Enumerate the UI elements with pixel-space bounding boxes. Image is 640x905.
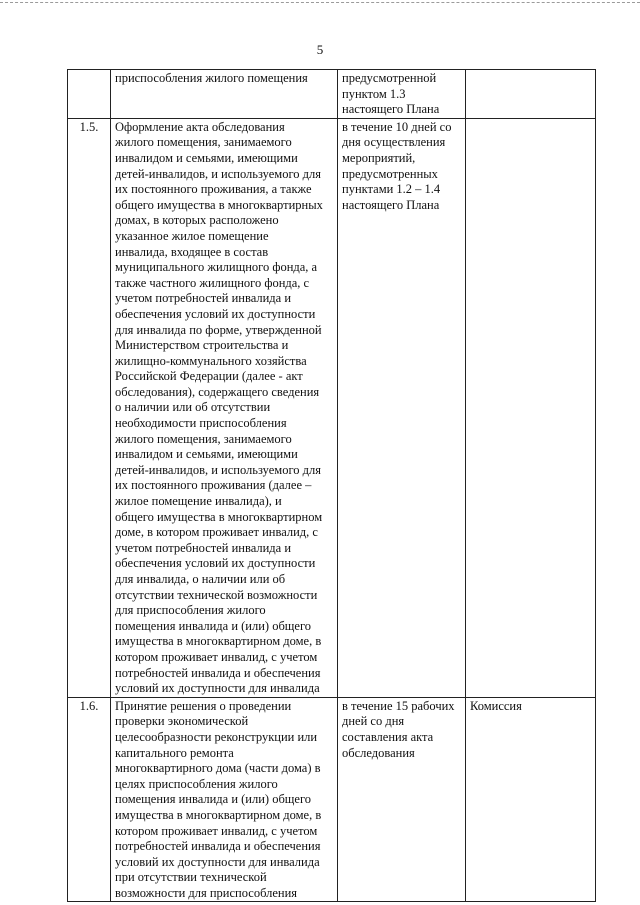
plan-table [67, 69, 596, 902]
text-line: общего имущества в многоквартирных [115, 197, 323, 212]
text-line: для инвалида, о наличии или об [115, 572, 286, 586]
text-line: Принятие решения о проведении [115, 698, 292, 713]
text-line: дней со дня [342, 714, 405, 729]
text-line: при отсутствии технической [115, 870, 267, 885]
text-line: в течение 10 дней со [342, 119, 452, 134]
text-line: домах, в которых расположено [115, 213, 279, 228]
text-line: для приспособления жилого [115, 603, 266, 618]
text-line: целях приспособления жилого [115, 776, 278, 791]
text-line: жилищно-коммунального хозяйства [115, 353, 307, 368]
text-line: их постоянного проживания, а также [115, 182, 312, 197]
text-line: условий их доступности для инвалида [115, 681, 320, 696]
row-responsible [466, 118, 596, 697]
text-line: Министерством строительства и [115, 338, 289, 353]
text-line: отсутствии технической возможности [115, 587, 318, 602]
text-line: помещения инвалида и (или) общего [115, 618, 312, 633]
top-scan-border [0, 2, 640, 3]
table-row [68, 118, 596, 697]
text-line: Российской Федерации (далее - акт [115, 369, 303, 384]
text-line: инвалидом и семьями, имеющими [115, 447, 298, 462]
text-line: условий их доступности для инвалида [115, 854, 320, 869]
text-line: инвалида, входящее в состав [115, 244, 269, 259]
row-description [111, 118, 338, 697]
text-line: предусмотренных [342, 166, 438, 181]
text-line: составления акта [342, 729, 434, 744]
text-line: обеспечения условий их доступности [115, 556, 316, 571]
text-line: в течение 15 рабочих [342, 698, 455, 713]
row-responsible: Комиссия [466, 697, 596, 902]
text-line: жилого помещения, занимаемого [115, 431, 292, 446]
text-line: капитального ремонта [115, 745, 234, 760]
table-row [68, 70, 596, 119]
text-line: жилого помещения, занимаемого [115, 135, 292, 150]
text-line: дня осуществления [342, 135, 446, 150]
text-line: имущества в многоквартирном доме, в [115, 807, 322, 822]
text-line: котором проживает инвалид, с учетом [115, 823, 318, 838]
row-number: 1.5. [68, 118, 111, 697]
text-line: пунктом 1.3 [342, 86, 406, 101]
text-line: Оформление акта обследования [115, 119, 285, 134]
text-line: муниципального жилищного фонда, а [115, 260, 318, 275]
text-line: многоквартирного дома (части дома) в [115, 761, 321, 776]
page-number: 5 [316, 42, 324, 57]
text-line: их постоянного проживания (далее – [115, 478, 312, 493]
row-description [111, 70, 338, 119]
text-line: учетом потребностей инвалида и [115, 291, 292, 306]
text-line: пунктами 1.2 – 1.4 [342, 182, 441, 197]
text-line: о наличии или об отсутствии [115, 400, 271, 415]
text-line: проверки экономической [115, 714, 249, 729]
row-deadline [338, 697, 466, 902]
row-deadline [338, 70, 466, 119]
text-line: также частного жилищного фонда, с [115, 275, 310, 290]
text-line: детей-инвалидов, и используемого для [115, 166, 322, 181]
text-line: общего имущества в многоквартирном [115, 509, 323, 524]
row-number: 1.6. [68, 697, 111, 902]
text-line: учетом потребностей инвалида и [115, 540, 292, 555]
text-line: указанное жилое помещение [115, 228, 269, 243]
text-line: обследования), содержащего сведения [115, 384, 320, 399]
text-line: мероприятий, [342, 150, 416, 165]
row-deadline [338, 118, 466, 697]
text-line: необходимости приспособления [115, 416, 287, 431]
text-line: детей-инвалидов, и используемого для [115, 462, 322, 477]
text-line: инвалидом и семьями, имеющими [115, 150, 298, 165]
table-row [68, 697, 596, 902]
text-line: настоящего Плана [342, 197, 440, 212]
text-line: предусмотренной [342, 71, 437, 85]
text-line: котором проживает инвалид, с учетом [115, 649, 318, 664]
text-line: обследования [342, 745, 415, 760]
text-line: потребностей инвалида и обеспечения [115, 665, 321, 680]
row-responsible [466, 70, 596, 119]
row-number [68, 70, 111, 119]
text-line: приспособления жилого помещения [115, 71, 308, 85]
text-line: потребностей инвалида и обеспечения [115, 839, 321, 854]
text-line: имущества в многоквартирном доме, в [115, 634, 322, 649]
text-line: возможности для приспособления [115, 885, 298, 900]
text-line: доме, в котором проживает инвалид, с [115, 525, 318, 540]
text-line: настоящего Плана [342, 102, 440, 117]
text-line: обеспечения условий их доступности [115, 306, 316, 321]
text-line: целесообразности реконструкции или [115, 729, 318, 744]
text-line: жилое помещение инвалида), и [115, 494, 282, 509]
text-line: помещения инвалида и (или) общего [115, 792, 312, 807]
text-line: для инвалида по форме, утвержденной [115, 322, 322, 337]
row-description [111, 697, 338, 902]
